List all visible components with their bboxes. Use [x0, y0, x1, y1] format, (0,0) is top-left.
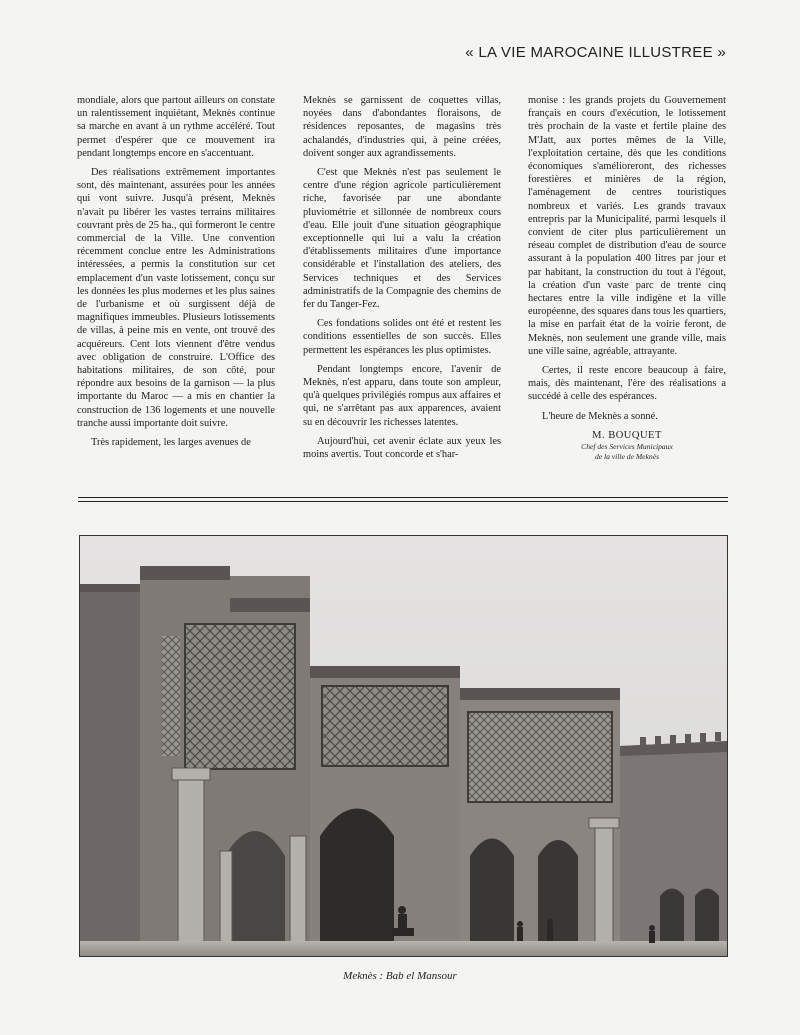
- divider-rule: [78, 501, 728, 502]
- divider-rule: [78, 497, 728, 498]
- paragraph: C'est que Meknès n'est pas seulement le centre d'une région agricole particulièrement riche, favorisée par une abondante pluviométrie et sillonnée de nombreux cours d'eau. Elle jouit d'une situation géographique exceptionnelle qui lui a valu la création d'établissements militaires d'une importance considérable et l'installation des ateliers, des Services techniques et des Services administratifs de la Compagnie des chemins de fer du Tanger-Fez.: [303, 167, 501, 311]
- signature: [528, 429, 726, 462]
- paragraph: L'heure de Meknès a sonné.: [542, 410, 658, 422]
- article-column-3: [528, 94, 726, 462]
- gate-illustration: [80, 536, 727, 956]
- page-header: « LA VIE MAROCAINE ILLUSTREE »: [465, 44, 726, 61]
- author-name: M. BOUQUET: [592, 429, 662, 441]
- photo-caption: Meknès : Bab el Mansour: [343, 970, 457, 982]
- paragraph: mondiale, alors que partout ailleurs on constate un ralentissement inquiétant, Meknès continue sa marche en avant à un rythme accéléré. Tout permet d'espérer que ce mouvement ira pendant longtemps encore en s'accentuant.: [77, 95, 275, 159]
- author-place: de la ville de Meknès: [594, 452, 660, 462]
- paragraph: monise : les grands projets du Gouvernement français en cours d'exécution, le lotissement très prochain de la vaste et fertile plaine des M'Jatt, aux portes mêmes de la Ville, l'exploitation certaine, dès que les conditions économiques s'amélioreront, des richesses forestières et minières de la région, l'aménagement de centres touristiques nombreux et variés. Les grands travaux entrepris par la Municipalité, parmi lesquels il convient de citer plus particulièrement un réseau complet de distribution d'eau de source assurant à la population 400 litres par jour et par habitant, la construction du tout à l'égout, la création d'un vaste parc de trente cinq hectares entre la ville indigène et la ville européenne, des squares dans tous les quartiers, la mise en parfait état de la voirie feront, de Meknès, non seulement une grande ville, mais une ville saine, agréable, attrayante.: [528, 95, 726, 357]
- photo-bab-el-mansour: [79, 535, 728, 957]
- author-role: Chef des Services Municipaux: [581, 442, 673, 452]
- paragraph: Ces fondations solides ont été et restent les conditions essentielles de son succès. Elles permettent les espérances les plus optimistes.: [303, 318, 501, 356]
- paragraph: Des réalisations extrêmement importantes sont, dès maintenant, assurées pour les années qui vont suivre. Jusqu'à présent, Meknès n'avait pu libérer les vastes terrains militaires couvrant près de 25 ha., qui formeront le centre commercial de la Ville. Une convention récemment conclue entre les Administrations intéressées, a permis la constitution sur cet emplacement d'un vaste lotissement, conçu sur les données les plus modernes et les plus saines de l'urbanisme et où surgissent déjà de magnifiques immeubles. Plusieurs lotissements de villas, à peine mis en vente, ont trouvé des acquéreurs. Cent lots viennent d'être vendus avec obligation de construire. L'Office des habitations militaires, de son côté, pour répondre aux besoins de la garnison — la plus importante du Maroc — a mis en chantier la construction de 136 logements et une nouvelle tranche aussi importante doit suivre.: [77, 167, 275, 429]
- paragraph: Très rapidement, les larges avenues de: [91, 437, 251, 449]
- paragraph: Meknès se garnissent de coquettes villas, noyées dans d'abondantes floraisons, de résidences reposantes, de magasins très achalandés, d'industries qui, à peine créées, doivent songer aux agrandissements.: [303, 95, 501, 159]
- paragraph: Certes, il reste encore beaucoup à faire, mais, dès maintenant, l'ère des réalisations a succédé à celle des espérances.: [528, 365, 726, 403]
- article-column-2: [303, 94, 501, 467]
- paragraph: Pendant longtemps encore, l'avenir de Meknès, n'est apparu, dans toute son ampleur, qu'à quelques privilégiés rompus aux affaires et qui, ne s'arrêtant pas aux apparences, avaient su en découvrir les richesses latentes.: [303, 363, 501, 428]
- paragraph: Aujourd'hui, cet avenir éclate aux yeux les moins avertis. Tout concorde et s'har-: [303, 435, 501, 461]
- article-column-1: [77, 94, 275, 455]
